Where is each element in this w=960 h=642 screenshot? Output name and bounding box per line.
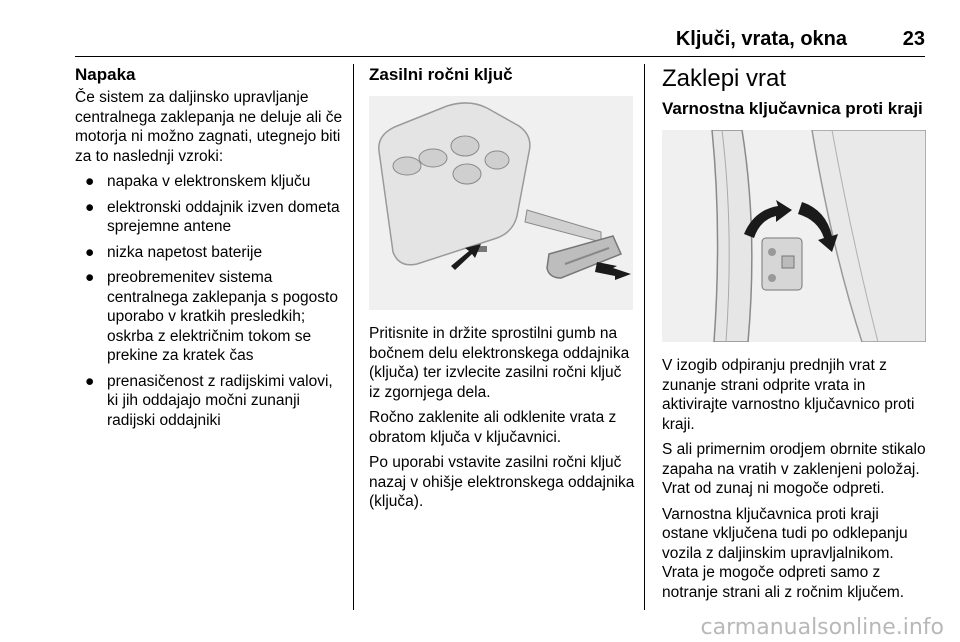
column-1 [75, 64, 343, 436]
bullet: ● [85, 173, 95, 190]
page-header [75, 28, 925, 54]
paragraph: Po uporabi vstavite zasilni ročni ključ nazaj v ohišje elektronskega oddajnika (ključa). [369, 454, 635, 510]
column-2 [369, 64, 635, 518]
list-item: ● napaka v elektronskem ključu [85, 173, 311, 190]
list-item: ● elektronski oddajnik izven dometa sprejemne antene [85, 198, 340, 235]
subheading-varnostna-kljucavnica: Varnostna ključavnica proti kraji [662, 99, 923, 118]
paragraph: S ali primernim orodjem obrnite stikalo zapaha na vratih v zaklenjeni položaj. Vrat od zunaj ni mogoče odpreti. [662, 441, 926, 497]
door-lock-icon [662, 130, 926, 342]
paragraph: V izogib odpiranju prednjih vrat z zunanje strani odprite vrata in aktivirajte varnostno ključavnico proti kraji. [662, 357, 915, 433]
heading-napaka: Napaka [75, 65, 136, 84]
bullet: ● [85, 372, 95, 390]
heading-zaklepi-vrat: Zaklepi vrat [662, 65, 787, 92]
column-divider-1 [353, 64, 354, 610]
heading-zasilni-kljuc: Zasilni ročni ključ [369, 65, 513, 84]
watermark: carmanualsonline.info [700, 615, 944, 640]
header-rule [75, 56, 925, 57]
paragraph: Pritisnite in držite sprostilni gumb na bočnem delu elektronskega oddajnika (ključa) ter izvlecite zasilni ročni ključ iz zgornjega dela. [369, 325, 630, 401]
list-item: ● preobremenitev sistema centralnega zaklepanja s pogosto uporabo v kratkih presledkih; oskrba z električnim tokom se prekine za kratek čas [85, 269, 338, 364]
paragraph: Ročno zaklenite ali odklenite vrata z obratom ključa v ključavnici. [369, 409, 617, 446]
door-lock-illustration [662, 130, 926, 342]
intro-paragraph: Če sistem za daljinsko upravljanje centralnega zaklepanja ne deluje ali če motorja ni možno zagnati, utegnejo biti za to naslednji vzroki: [75, 89, 343, 165]
list-item: ● nizka napetost baterije [85, 243, 263, 261]
cause-list [75, 172, 343, 430]
paragraph: Varnostna ključavnica proti kraji ostane vključena tudi po odklepanju vozila z daljinskim upravljalnikom. Vrata je mogoče odpreti samo z notranje strani ali z ročnim ključem. [662, 505, 908, 601]
bullet: ● [85, 198, 95, 216]
column-divider-2 [644, 64, 645, 610]
bullet: ● [85, 269, 95, 286]
key-fob-icon [369, 96, 633, 310]
column-3 [662, 64, 928, 608]
list-item: ● prenasičenost z radijskimi valovi, ki jih oddajajo močni zunanji radijski oddajniki [85, 372, 333, 429]
page-number: 23 [902, 28, 925, 50]
bullet: ● [85, 243, 95, 261]
key-illustration [369, 96, 633, 310]
section-title: Ključi, vrata, okna [675, 28, 847, 50]
